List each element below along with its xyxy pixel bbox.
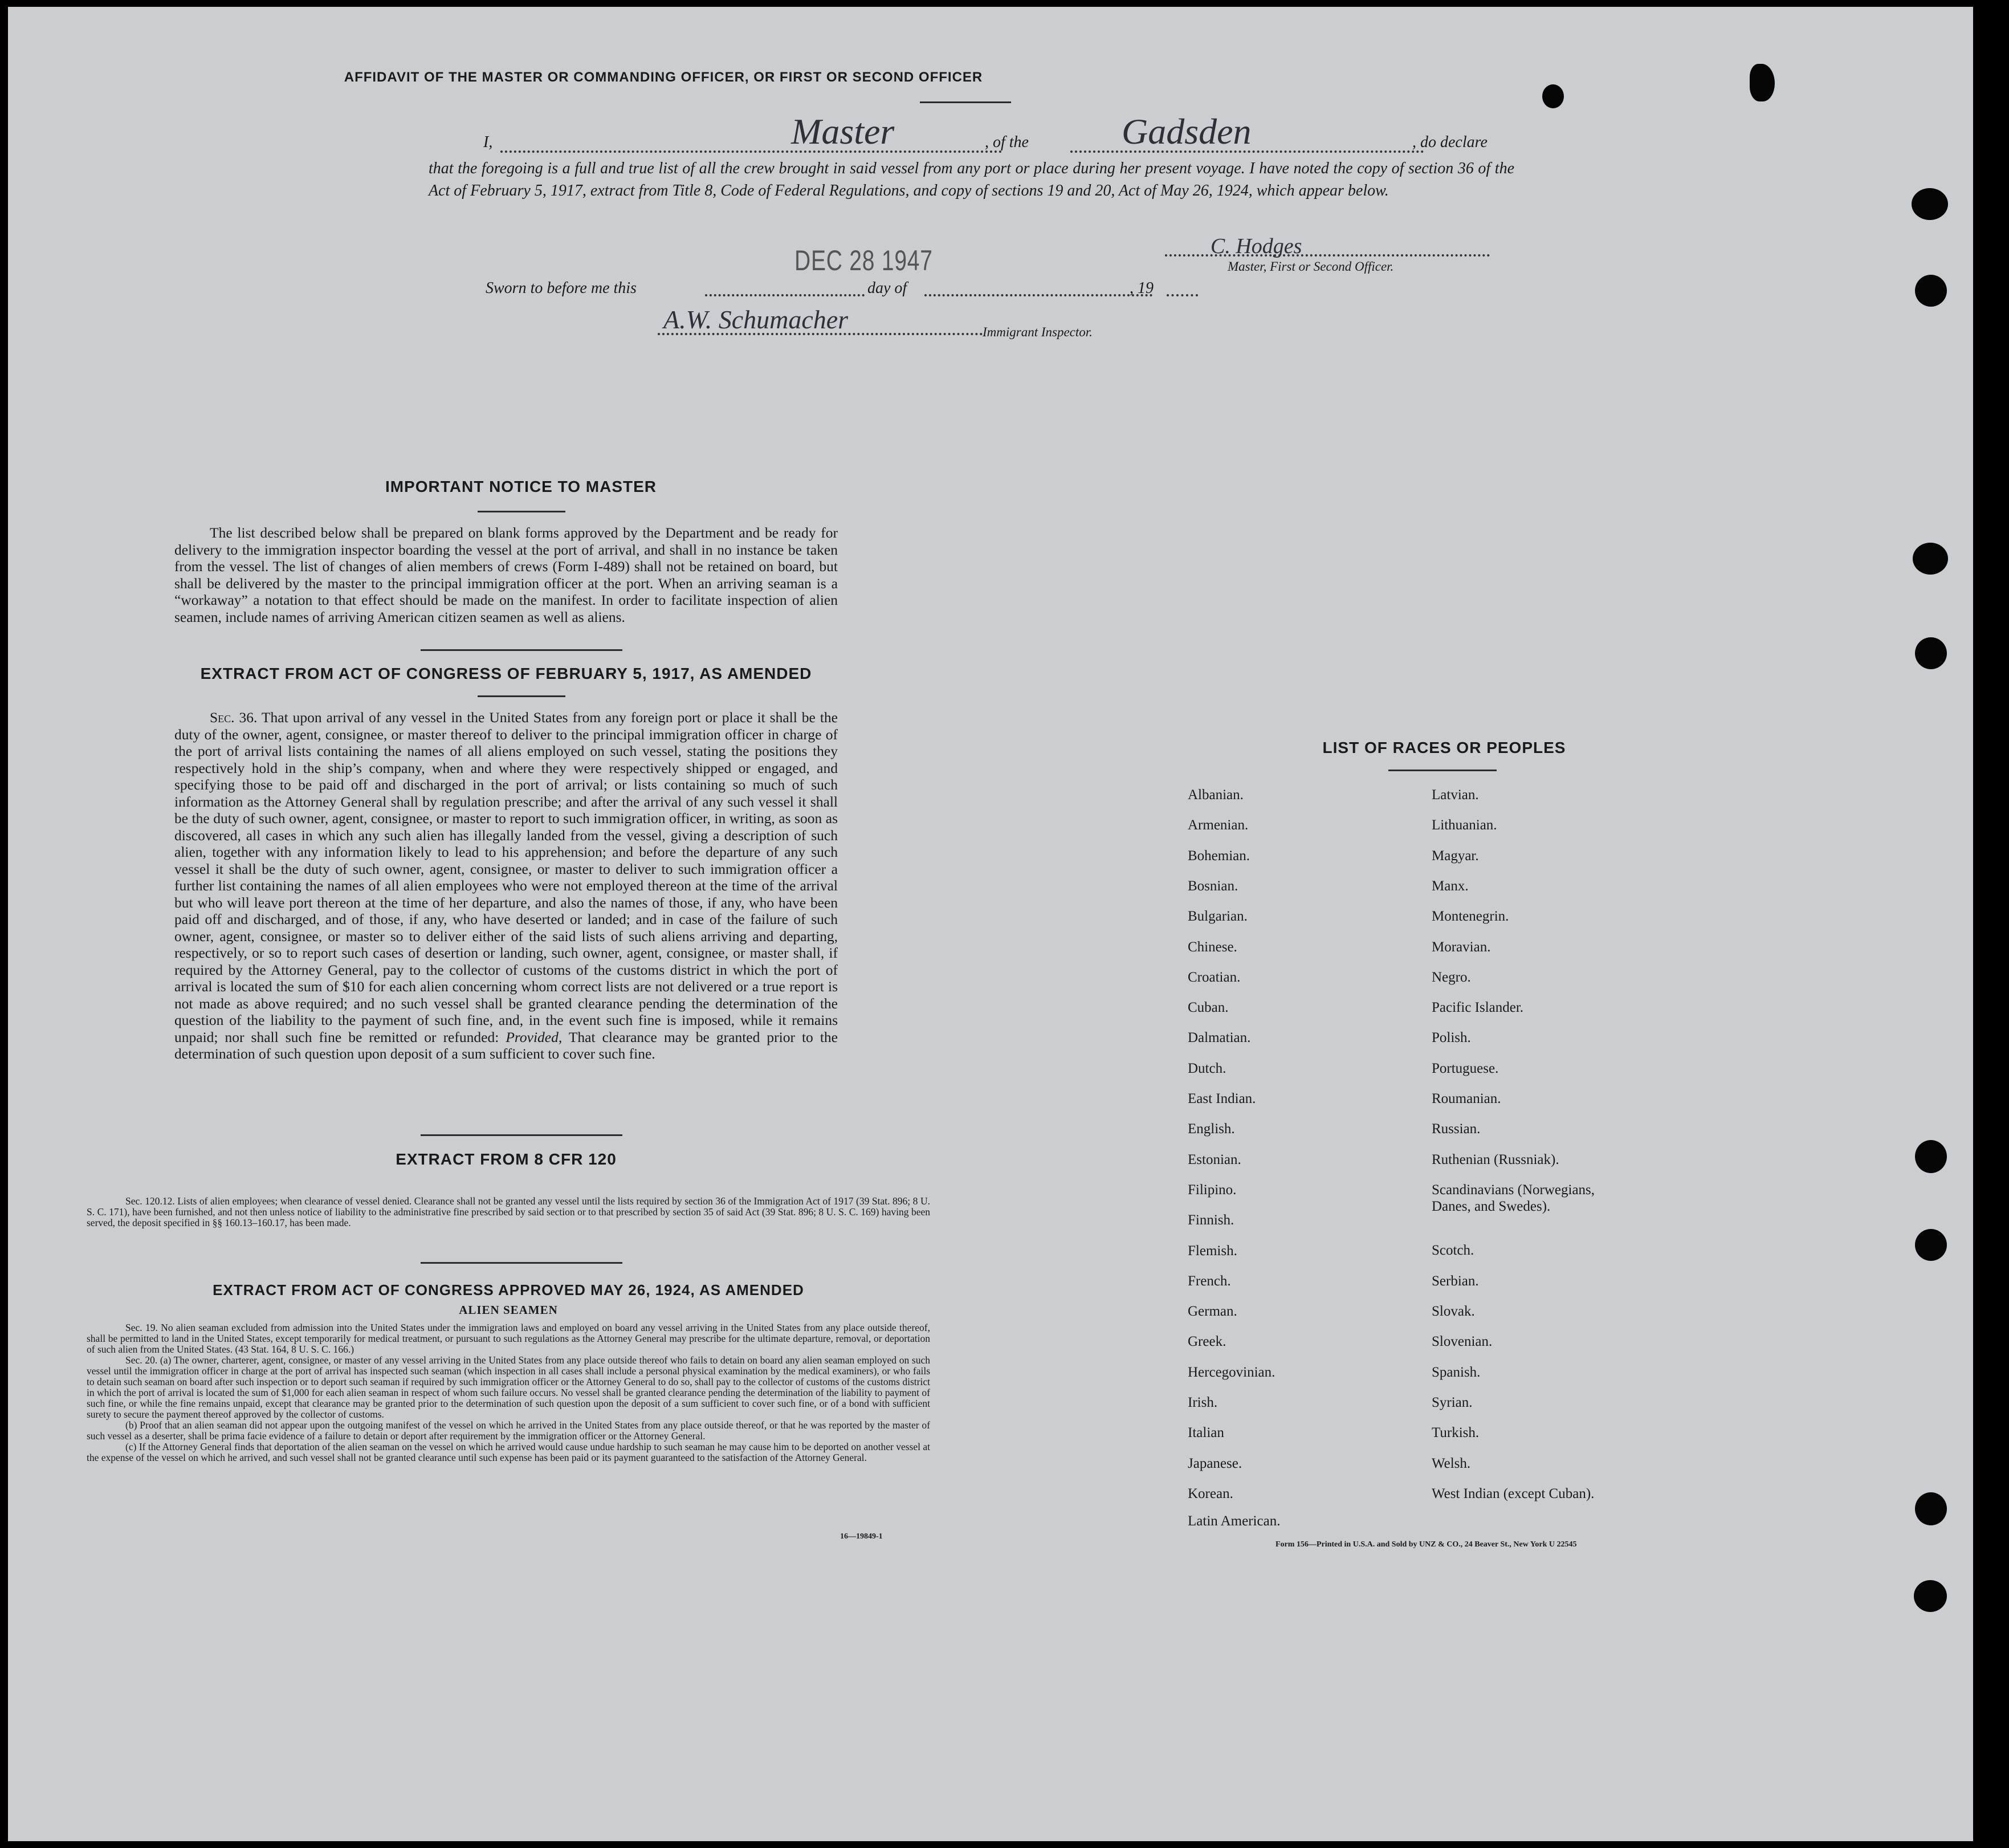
race-item: Roumanian.: [1432, 1091, 1501, 1106]
race-item: Irish.: [1188, 1395, 1218, 1410]
race-item: Estonian.: [1188, 1152, 1241, 1167]
race-item: Scotch.: [1432, 1243, 1474, 1258]
binder-hole: [1914, 1580, 1947, 1612]
races-right-column: [1432, 787, 1751, 1539]
race-item: Welsh.: [1432, 1456, 1471, 1471]
inspector-signature: A.W. Schumacher: [663, 305, 849, 334]
binder-hole: [1912, 188, 1948, 220]
year-blank: [1167, 294, 1198, 296]
cfr-end-rule: [421, 1262, 622, 1264]
race-item: Dalmatian.: [1188, 1030, 1251, 1045]
notice-rule: [478, 511, 565, 512]
officer-signature: C. Hodges: [1211, 234, 1302, 258]
race-item: Bulgarian.: [1188, 909, 1248, 924]
races-rule: [1388, 770, 1497, 771]
binder-hole: [1915, 1229, 1947, 1261]
race-item: Albanian.: [1188, 787, 1244, 803]
race-item: French.: [1188, 1273, 1231, 1289]
of-the-label: , of the: [985, 133, 1029, 151]
sec36-label: Sec. 36.: [210, 709, 258, 726]
race-item: Cuban.: [1188, 1000, 1229, 1015]
race-item: Armenian.: [1188, 817, 1249, 833]
race-item: Dutch.: [1188, 1061, 1226, 1076]
sec20a-text: Sec. 20. (a) The owner, charterer, agent, consignee, or master of any vessel arriving in the United States from any place outside thereof who fails to detain on board any alien seaman employed on such vessel until the immigration officer in charge at the port of arrival has inspected such seaman (which inspection in all cases shall include a personal physical examination by the medical examiners), or who fails to detain such seaman on board after such inspection or to deport such seaman if required by such immigration officer or the Attorney General to do so, shall pay to the collector of customs of the customs district in which the port of arrival is located the sum of $1,000 for each alien seaman in respect of whom such failure occurs. No vessel shall be granted clearance pending the determination of the liability to payment of such fine, or while the fine remains unpaid, except that clearance may be granted prior to the determination of such question upon the deposit of a sum sufficient to cover such fine, or of a bond with sufficient surety to secure the payment thereof approved by the collector of customs.: [87, 1354, 930, 1420]
sec20b-text: (b) Proof that an alien seaman did not appear upon the outgoing manifest of the vessel on which he arrived in the United States from any place outside thereof, or that he was reported by the master of such vessel as a deserter, shall be prima facie evidence of a failure to detain or deport after requirement by the immigration officer or the Attorney General.: [87, 1419, 930, 1442]
binder-hole: [1915, 275, 1947, 307]
inspector-caption: Immigrant Inspector.: [983, 325, 1093, 339]
officer-caption: Master, First or Second Officer.: [1228, 259, 1394, 274]
races-left-column: [1188, 787, 1416, 1539]
inspector-line: [658, 333, 983, 335]
race-item: East Indian.: [1188, 1091, 1256, 1106]
affidavit-title: AFFIDAVIT OF THE MASTER OR COMMANDING OFFICER, OR FIRST OR SECOND OFFICER: [344, 70, 983, 85]
printer-line: Form 156—Printed in U.S.A. and Sold by UNZ & CO., 24 Beaver St., New York U 22545: [1276, 1540, 1577, 1549]
sec20c-text: (c) If the Attorney General finds that deportation of the alien seaman on the vessel on which he arrived would cause undue hardship to such seaman he may cause him to be deported on another vessel at the expense of the vessel on which he arrived, and such vessel shall not be granted clearance until such expense has been paid or its payment guaranteed to the satisfaction of the Attorney General.: [87, 1441, 930, 1463]
day-blank: [705, 294, 865, 296]
race-item: Montenegrin.: [1432, 909, 1509, 924]
binder-hole: [1542, 84, 1564, 108]
race-item: Serbian.: [1432, 1273, 1479, 1289]
race-item: West Indian (except Cuban).: [1432, 1486, 1595, 1501]
race-item: Korean.: [1188, 1486, 1233, 1501]
month-blank: [924, 294, 1152, 296]
form-code: 16—19849-1: [840, 1532, 883, 1541]
act1917-end-rule: [421, 1134, 622, 1136]
i-label: I,: [483, 133, 493, 151]
race-item: Magyar.: [1432, 848, 1479, 864]
race-item: Russian.: [1432, 1121, 1481, 1137]
race-item: Syrian.: [1432, 1395, 1473, 1410]
do-declare-label: , do declare: [1412, 133, 1488, 151]
day-of-label: day of: [867, 279, 907, 297]
affidavit-body: that the foregoing is a full and true list of all the crew brought in said vessel from any port or place during her present voyage. I have noted the copy of section 36 of the Act of February 5, 1917, extract from Title 8, Code of Federal Regulations, and copy of sections 19 and 20, Act of May 26, 1924, which appear below.: [429, 160, 1514, 200]
binder-hole: [1915, 1492, 1947, 1525]
race-item: Finnish.: [1188, 1212, 1234, 1228]
notice-body: The list described below shall be prepared on blank forms approved by the Department and be ready for delivery to the immigration inspector boarding the vessel at the port of arrival, and shall in no instance be taken from the vessel. The list of changes of alien members of crews (Form I-489) shall not be retained on board, but shall be delivered by the master to the principal immigration officer at the port. When an arriving seaman is a “workaway” a notation to that effect should be made on the manifest. In order to facilitate inspection of alien seamen, include names of arriving American citizen seamen as well as aliens.: [174, 524, 838, 625]
act1917-rule: [478, 695, 565, 697]
master-handwriting: Master: [791, 111, 895, 152]
race-item: Portuguese.: [1432, 1061, 1499, 1076]
race-item: Turkish.: [1432, 1425, 1480, 1440]
race-item: English.: [1188, 1121, 1235, 1137]
name-blank: [500, 150, 1002, 153]
race-item: German.: [1188, 1304, 1237, 1319]
sec36-text-end: That clearance may be granted prior to the determination of such question upon deposit of a sum sufficient to cover such fine.: [174, 1028, 838, 1062]
race-item: Latvian.: [1432, 787, 1479, 803]
notice-end-rule: [421, 649, 622, 651]
race-item: Italian: [1188, 1425, 1224, 1440]
year-label: , 19: [1130, 279, 1154, 297]
date-stamp: DEC 28 1947: [794, 245, 933, 276]
cfr-body: Sec. 120.12. Lists of alien employees; when clearance of vessel denied. Clearance shall not be granted any vessel until the lists required by section 36 of the Immigration Act of 1917 (39 Stat. 896; 8 U. S. C. 171), have been furnished, and not then unless notice of liability to the administrative fine prescribed by said section or to that prescribed by section 35 of said Act (39 Stat. 896; 8 U. S. C. 169) having been served, the deposit specified in §§ 160.13–160.17, has been made.: [87, 1195, 930, 1228]
race-item: Filipino.: [1188, 1182, 1237, 1198]
notice-title: IMPORTANT NOTICE TO MASTER: [385, 478, 657, 495]
cfr-title: EXTRACT FROM 8 CFR 120: [396, 1150, 617, 1168]
sec36-text: That upon arrival of any vessel in the United States from any foreign port or place it shall be the duty of the owner, agent, consignee, or master thereof to deliver to the principal immigration officer in charge of the port of arrival lists containing the names of all aliens employed on such vessel, stating the positions they respectively hold in the ship’s company, when and where they were respectively shipped or engaged, and specifying those to be paid off and discharged in the port of arrival; or lists containing so much of such information as the Attorney General shall by regulation prescribe; and after the arrival of any such vessel it shall be the duty of such owner, agent, consignee, or master to report to such immigration officer, in writing, as soon as discovered, all cases in which any such alien has illegally landed from the vessel, giving a description of such alien, together with any information likely to lead to his apprehension; and before the departure of any such vessel it shall be the duty of such owner, agent, consignee, or master to deliver to such immigration officer a further list containing the names of all alien employees who were not employed thereon at the time of the arrival but who will leave port thereon at the time of her departure, and also the names of those, if any, who have been paid off and discharged, and of those, if any, who have deserted or landed; and in case of the failure of such owner, agent, consignee, or master so to deliver either of the said lists of such aliens arriving and departing, respectively, or so to report such cases of desertion or landing, such owner, agent, consignee, or master shall, if required by the Attorney General, pay to the collector of customs of the customs district in which the port of arrival is located the sum of $10 for each alien concerning whom correct lists are not delivered or a true report is not made as above required; and no such vessel shall be granted clearance pending the determination of the question of the liability to the payment of such fine, and, in the event such fine is imposed, while it remains unpaid; nor shall such fine be remitted or refunded:: [174, 709, 838, 1045]
race-item: Pacific Islander.: [1432, 1000, 1524, 1015]
act1917-body: [174, 709, 838, 1063]
race-item: Japanese.: [1188, 1456, 1242, 1471]
race-item: Chinese.: [1188, 939, 1237, 955]
title-rule: [920, 101, 1011, 103]
race-item: Scandinavians (Norwegians, Danes, and Swedes).: [1432, 1182, 1595, 1214]
act1917-title: EXTRACT FROM ACT OF CONGRESS OF FEBRUARY 5, 1917, AS AMENDED: [200, 665, 812, 682]
provided-word: Provided,: [506, 1028, 563, 1045]
race-item: Bohemian.: [1188, 848, 1250, 864]
race-item: Spanish.: [1432, 1365, 1481, 1380]
race-item: Flemish.: [1188, 1243, 1237, 1259]
race-item: Slovenian.: [1432, 1334, 1493, 1349]
binder-hole: [1913, 543, 1948, 575]
binder-hole: [1915, 1140, 1947, 1173]
vessel-handwriting: Gadsden: [1122, 111, 1252, 152]
race-item: Manx.: [1432, 878, 1469, 894]
binder-hole: [1750, 64, 1775, 101]
race-item: Slovak.: [1432, 1304, 1475, 1319]
inspector-block: [658, 305, 1171, 343]
race-item: Negro.: [1432, 970, 1471, 985]
officer-signature-line: [1165, 254, 1490, 257]
race-item: Latin American.: [1188, 1513, 1281, 1529]
race-item: Bosnian.: [1188, 878, 1238, 894]
race-item: Ruthenian (Russniak).: [1432, 1152, 1559, 1167]
race-item: Croatian.: [1188, 970, 1241, 985]
race-item: Hercegovinian.: [1188, 1365, 1276, 1380]
race-item: Polish.: [1432, 1030, 1471, 1045]
sworn-line: [486, 279, 1198, 302]
race-item: Moravian.: [1432, 939, 1491, 955]
act1924-title: EXTRACT FROM ACT OF CONGRESS APPROVED MAY 26, 1924, AS AMENDED: [213, 1281, 804, 1299]
officer-signature-block: [1165, 234, 1490, 279]
act1924-subtitle: ALIEN SEAMEN: [459, 1303, 558, 1317]
act1924-body: [87, 1322, 930, 1463]
document-page: [8, 7, 1973, 1841]
races-title: LIST OF RACES OR PEOPLES: [1322, 739, 1566, 756]
race-item: Greek.: [1188, 1334, 1226, 1349]
race-item: Lithuanian.: [1432, 817, 1497, 833]
sec19-text: Sec. 19. No alien seaman excluded from admission into the United States under the immigration laws and employed on board any vessel arriving in the United States from any place outside thereof, shall be permitted to land in the United States, except temporarily for medical treatment, or pursuant to such regulations as the Attorney General may prescribe for the ultimate departure, removal, or deportation of such alien from the United States. (43 Stat. 164, 8 U. S. C. 166.): [87, 1322, 930, 1355]
binder-hole: [1915, 637, 1947, 669]
sworn-label: Sworn to before me this: [486, 279, 637, 297]
